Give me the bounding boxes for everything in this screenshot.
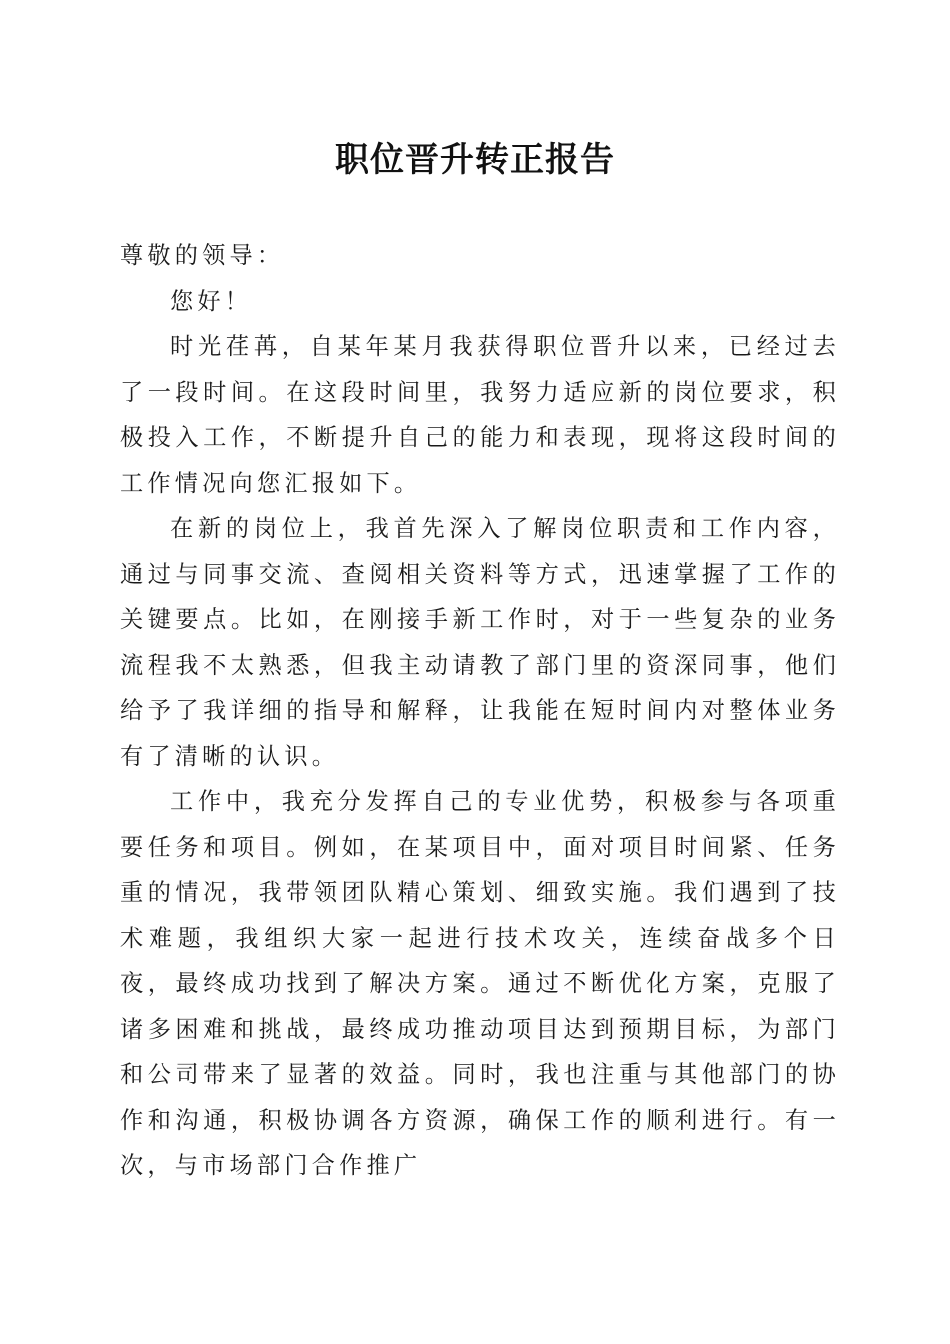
paragraph: 时光荏苒，自某年某月我获得职位晋升以来，已经过去了一段时间。在这段时间里，我努力适应新的岗位要求，积极投入工作，不断提升自己的能力和表现，现将这段时间的工作情况向您汇报如下。 [120, 333, 840, 497]
paragraph: 在新的岗位上，我首先深入了解岗位职责和工作内容，通过与同事交流、查阅相关资料等方式，迅速掌握了工作的关键要点。比如，在刚接手新工作时，对于一些复杂的业务流程我不太熟悉，但我主动请教了部门里的资深同事，他们给予了我详细的指导和解释，让我能在短时间内对整体业务有了清晰的认识。 [120, 515, 840, 770]
salutation: 尊敬的领导： [120, 242, 285, 269]
greeting: 您好！ [170, 287, 253, 315]
document-body [120, 233, 840, 1189]
document-title: 职位晋升转正报告 [335, 140, 615, 180]
paragraph: 工作中，我充分发挥自己的专业优势，积极参与各项重要任务和项目。例如，在某项目中，面对项目时间紧、任务重的情况，我带领团队精心策划、细致实施。我们遇到了技术难题，我组织大家一起进行技术攻关，连续奋战多个日夜，最终成功找到了解决方案。通过不断优化方案，克服了诸多困难和挑战，最终成功推动项目达到预期目标，为部门和公司带来了显著的效益。同时，我也注重与其他部门的协作和沟通，积极协调各方资源，确保工作的顺利进行。有一次，与市场部门合作推广 [120, 788, 840, 1179]
